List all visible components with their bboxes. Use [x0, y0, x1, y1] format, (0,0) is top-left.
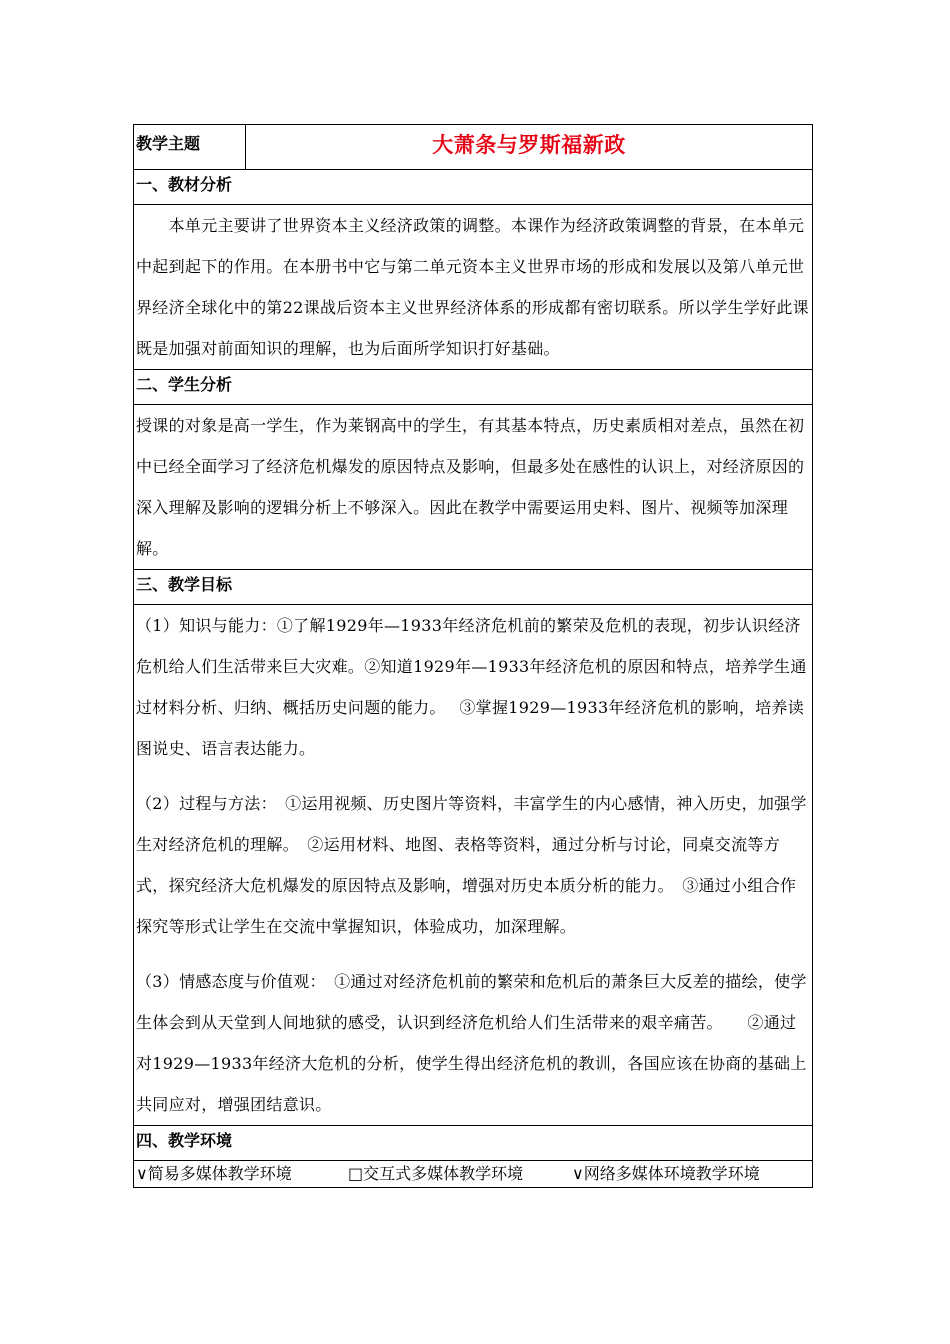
section-goals-heading-row	[134, 570, 813, 605]
textbook-analysis-text	[134, 205, 813, 370]
section-textbook-heading-row	[134, 170, 813, 205]
env-option-simple: ∨简易多媒体教学环境	[136, 1164, 292, 1183]
env-option-network: ∨网络多媒体环境教学环境	[572, 1164, 760, 1183]
student-analysis-text	[134, 405, 813, 570]
environment-options	[134, 1161, 813, 1188]
students-paragraph: 授课的对象是高一学生，作为莱钢高中的学生，有其基本特点，历史素质相对差点，虽然在初中已经全面学习了经济危机爆发的原因特点及影响，但最多处在感性的认识上，对经济原因的深入理解及影响的逻辑分析上不够深入。因此在教学中需要运用史料、图片、视频等加深理解。	[136, 416, 805, 558]
section-heading-environment: 四、教学环境	[134, 1126, 813, 1161]
goal-attitude: （3）情感态度与价值观： ①通过对经济危机前的繁荣和危机后的萧条巨大反差的描绘，使学生体会到从天堂到人间地狱的感受，认识到经济危机给人们生活带来的艰辛痛苦。 ②通过对1929—1933年经济大危机的分析，使学生得出经济危机的教训，各国应该在协商的基础上共同应对，增强团结意识。	[136, 972, 807, 1114]
env-option-interactive: □交互式多媒体教学环境	[348, 1164, 524, 1183]
textbook-paragraph: 本单元主要讲了世界资本主义经济政策的调整。本课作为经济政策调整的背景，在本单元中起到起下的作用。在本册书中它与第二单元资本主义世界市场的形成和发展以及第八单元世界经济全球化中的第22课战后资本主义世界经济体系的形成都有密切联系。所以学生学好此课既是加强对前面知识的理解，也为后面所学知识打好基础。	[136, 216, 809, 358]
topic-title: 大萧条与罗斯福新政	[246, 125, 813, 170]
goal-process: （2）过程与方法： ①运用视频、历史图片等资料，丰富学生的内心感情，神入历史，加强学生对经济危机的理解。 ②运用材料、地图、表格等资料，通过分析与讨论，同桌交流等方式，探究经济大危机爆发的原因特点及影响，增强对历史本质分析的能力。 ③通过小组合作探究等形式让学生在交流中掌握知识，体验成功，加深理解。	[136, 794, 807, 936]
lesson-plan-table	[133, 124, 813, 1188]
section-students-body-row	[134, 405, 813, 570]
section-students-heading-row	[134, 370, 813, 405]
teaching-goals-text	[134, 605, 813, 1126]
section-heading-students: 二、学生分析	[134, 370, 813, 405]
section-textbook-body-row	[134, 205, 813, 370]
goal-knowledge: （1）知识与能力：①了解1929年—1933年经济危机前的繁荣及危机的表现，初步认识经济危机给人们生活带来巨大灾难。②知道1929年—1933年经济危机的原因和特点，培养学生通过材料分析、归纳、概括历史问题的能力。 ③掌握1929—1933年经济危机的影响，培养读图说史、语言表达能力。	[136, 616, 807, 758]
section-environment-heading-row	[134, 1126, 813, 1161]
section-heading-textbook: 一、教材分析	[134, 170, 813, 205]
section-goals-body-row	[134, 605, 813, 1126]
topic-label: 教学主题	[134, 125, 246, 170]
section-environment-body-row	[134, 1161, 813, 1188]
section-heading-goals: 三、教学目标	[134, 570, 813, 605]
topic-row	[134, 125, 813, 170]
